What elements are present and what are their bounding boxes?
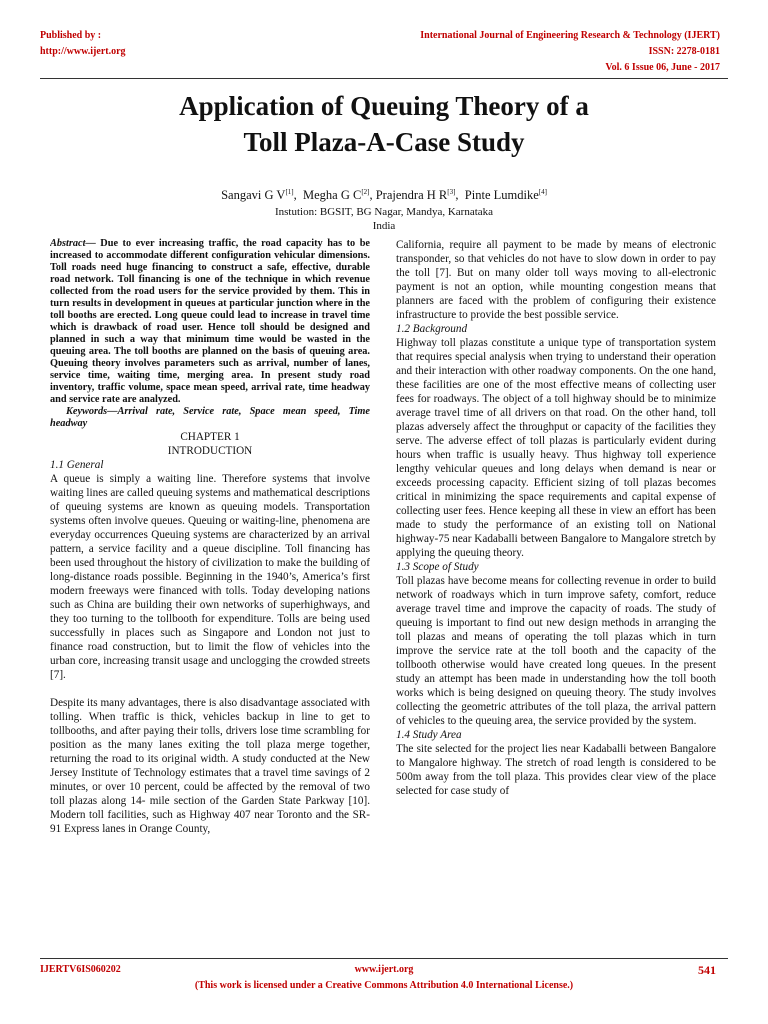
header-rule <box>40 78 728 79</box>
affiliation: Instution: BGSIT, BG Nagar, Mandya, Karnataka <box>274 206 494 218</box>
author-3-ref: [3] <box>447 187 456 196</box>
chapter-label: CHAPTER 1 <box>180 431 240 443</box>
journal-name: International Journal of Engineering Research & Technology (IJERT) <box>420 30 720 41</box>
author-1: Sangavi G V <box>221 188 286 202</box>
section-heading-background: 1.2 Background <box>396 323 468 335</box>
affiliation-country: India <box>372 220 396 232</box>
keywords: Keywords—Arrival rate, Service rate, Space mean speed, Time headway <box>50 406 370 429</box>
background-paragraph: Highway toll plazas constitute a unique type of transportation system that requires special analysis when trying to understand their operation and their interaction with other roadway components. On the one hand, these facilities are one of the most effective means of collecting user fees for roadways. The object of a toll highway should be to minimize average travel time of all drivers on that road. On the other hand, toll plazas adversely affect the throughput or capacity of the facilities they serve. The adverse effect of toll plazas is particularly evident during hours when traffic is usually heavy. Thus highway toll experience lengthy vehicular queues and long delays when demand is near or exceeds processing capacity. Efficient sizing of toll plazas becomes critical in minimizing the space requirements and capital expense of collecting user fees. Hence keeping all these in view an effort has been made to study the performance of an existing toll on National highway-75 near Kadaballi between Bangalore to Mangalore stretch by applying the queuing theory. <box>396 337 716 559</box>
license-notice: (This work is licensed under a Creative Commons Attribution 4.0 International License.) <box>194 980 574 991</box>
title-line-1: Application of Queuing Theory of a <box>179 91 589 121</box>
author-2: Megha G C <box>302 188 362 202</box>
published-by: Published by : <box>40 30 102 41</box>
author-2-ref: [2] <box>361 187 370 196</box>
author-4: Pinte Lumdike <box>464 188 539 202</box>
footer-rule <box>40 958 728 959</box>
general-paragraph-2: Despite its many advantages, there is also disadvantage associated with tolling. When traffic is thick, vehicles backup in line to get to tollbooths, and after paying their tolls, drivers lose time scrambling for position as the many lanes exiting the toll plaza merge together, returning the road to its original width. A study conducted at the New Jersey Institute of Technology estimates that a travel time savings of 2 minutes, or over 10 percent, could be affected by the removal of two toll plazas along 14- mile section of the Garden State Parkway [10]. Modern toll facilities, such as Highway 407 near Toronto and the SR-91 Express lanes in Orange County, <box>50 697 370 835</box>
section-heading-scope: 1.3 Scope of Study <box>396 561 479 573</box>
right-column <box>396 238 716 962</box>
scope-paragraph: Toll plazas have become means for collecting revenue in order to build network of roadways which in turn improve safety, comfort, reduce average travel time and improve the capacity of roads. The study of queuing is important to find out new design methods in arranging the toll plazas and means of operating the toll plazas which in turn improve the service rate at the toll booth and the capacity of the tollbooth otherwise would have created long queues. In the present study an attempt has been made in understanding how the toll booth works which is being designed on queuing theory. The study involves collecting the geometric attributes of the toll plaza, the arrival pattern of vehicles to the queuing area, the service provided by the system. <box>396 575 716 727</box>
abstract <box>50 238 370 406</box>
abstract-text: Due to ever increasing traffic, the road capacity has to be increased to accommodate different configuration vehicular dimensions. Toll roads need huge financing to construct a safe, effective, durable road network. Toll financing is one of the technique in which revenue collected from the road users for the service provided by them. This in turn results in development in queues at particular junction where in the toll booths are erected. Long queue could lead to increase in travel time which is drawback of road user. Hence toll should be designed and planned in such a way that minimum time would be wasted in the queuing area. The toll booths are planned on the basis of queuing area. Queuing theory involves parameters such as arrival, number of lanes, service time, waiting time, merging area. In present study road inventory, traffic volume, space mean speed, arrival rate, time headway and service rate are analyzed. <box>50 238 370 405</box>
chapter-title: INTRODUCTION <box>167 445 253 457</box>
publisher-link[interactable]: http://www.ijert.org <box>40 46 126 57</box>
study-area-paragraph: The site selected for the project lies near Kadaballi between Bangalore to Mangalore highway. The stretch of road length is considered to be 500m away from the toll plaza. This provides clear view of the place selected for case study of <box>396 743 716 797</box>
left-column <box>50 238 370 962</box>
issn: ISSN: 2278-0181 <box>648 46 720 57</box>
section-heading-study-area: 1.4 Study Area <box>396 729 462 741</box>
paper-title <box>40 88 728 160</box>
page-number: 541 <box>698 963 716 977</box>
section-heading-general: 1.1 General <box>50 459 104 471</box>
general-paragraph-1: A queue is simply a waiting line. Therefore systems that involve waiting lines are called queuing systems and mathematical descriptions of queuing systems are known as queuing models. Transportation systems often involve queues. Queuing or waiting-line, phenomena are everyday occurrences Queuing systems are characterized by an arrival pattern, a service facility and a queue discipline. Toll financing has been used throughout the history of civilization to make the building of long-distance roads possible. Beginning in the 1940’s, America’s first modern freeways were financed with tolls. Today developing nations such as China are building their own networks of superhighways, and they too turning to the tollbooth for expenditure. Tolls are being used successfully in places such as Singapore and London not just to finance road construction, but to limit the flow of vehicles into the urban core, increasing transit usage and unclogging the crowded streets [7]. <box>50 473 370 681</box>
author-3: Prajendra H R <box>375 188 448 202</box>
author-list: Sangavi G V[1], Megha G C[2], Prajendra H R[3], Pinte Lumdike[4] <box>221 187 547 202</box>
abstract-label: Abstract— <box>50 238 96 249</box>
title-line-2: Toll Plaza-A-Case Study <box>243 127 525 157</box>
volume-issue: Vol. 6 Issue 06, June - 2017 <box>605 62 720 73</box>
author-1-ref: [1] <box>285 187 294 196</box>
author-4-ref: [4] <box>538 187 547 196</box>
general-paragraph-2-continued: California, require all payment to be made by means of electronic transponder, so that vehicles do not have to slow down in order to pay the toll [7]. But on many older toll ways moving to all-electronic payment is not an option, while mounting congestion means that planners are faced with the problem of configuring their existence infrastructure to provide the best possible service. <box>396 239 716 321</box>
footer-site-link[interactable]: www.ijert.org <box>354 964 414 975</box>
paper-id: IJERTV6IS060202 <box>40 964 121 975</box>
